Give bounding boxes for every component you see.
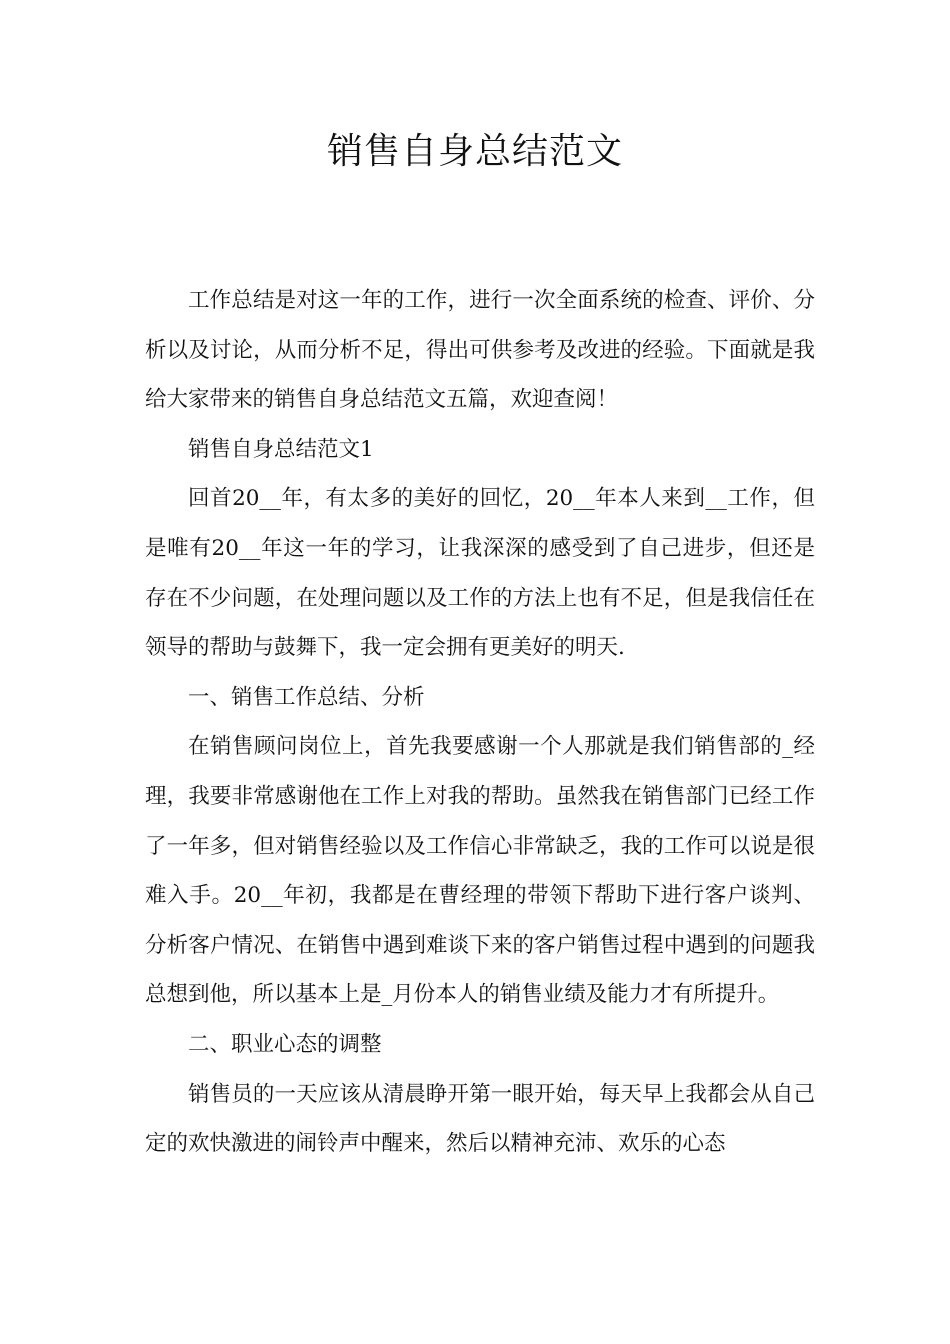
document-body xyxy=(145,276,815,1169)
document-title: 销售自身总结范文 xyxy=(326,131,623,172)
section-heading-mindset: 二、职业心态的调整 xyxy=(188,1031,382,1057)
body-paragraph: 在销售顾问岗位上，首先我要感谢一个人那就是我们销售部的_经理，我要非常感谢他在工作上对我的帮助。虽然我在销售部门已经工作了一年多，但对销售经验以及工作信心非常缺乏，我的工作可以说是很难入手。20__年初，我都是在曹经理的带领下帮助下进行客户谈判、分析客户情况、在销售中遇到难谈下来的客户销售过程中遇到的问题我总想到他，所以基本上是_月份本人的销售业绩及能力才有所提升。 xyxy=(145,734,815,1008)
body-paragraph: 销售员的一天应该从清晨睁开第一眼开始，每天早上我都会从自己定的欢快激进的闹铃声中醒来，然后以精神充沛、欢乐的心态 xyxy=(145,1081,815,1157)
body-paragraph: 回首20__年，有太多的美好的回忆，20__年本人来到__工作，但是唯有20__年这一年的学习，让我深深的感受到了自己进步，但还是存在不少问题，在处理问题以及工作的方法上也有不足，但是我信任在领导的帮助与鼓舞下，我一定会拥有更美好的明天. xyxy=(145,486,815,661)
section-heading-sample-1: 销售自身总结范文1 xyxy=(188,436,374,462)
intro-paragraph: 工作总结是对这一年的工作，进行一次全面系统的检查、评价、分析以及讨论，从而分析不足，得出可供参考及改进的经验。下面就是我给大家带来的销售自身总结范文五篇，欢迎查阅！ xyxy=(145,288,815,413)
section-heading-sales-summary: 一、销售工作总结、分析 xyxy=(188,684,425,710)
